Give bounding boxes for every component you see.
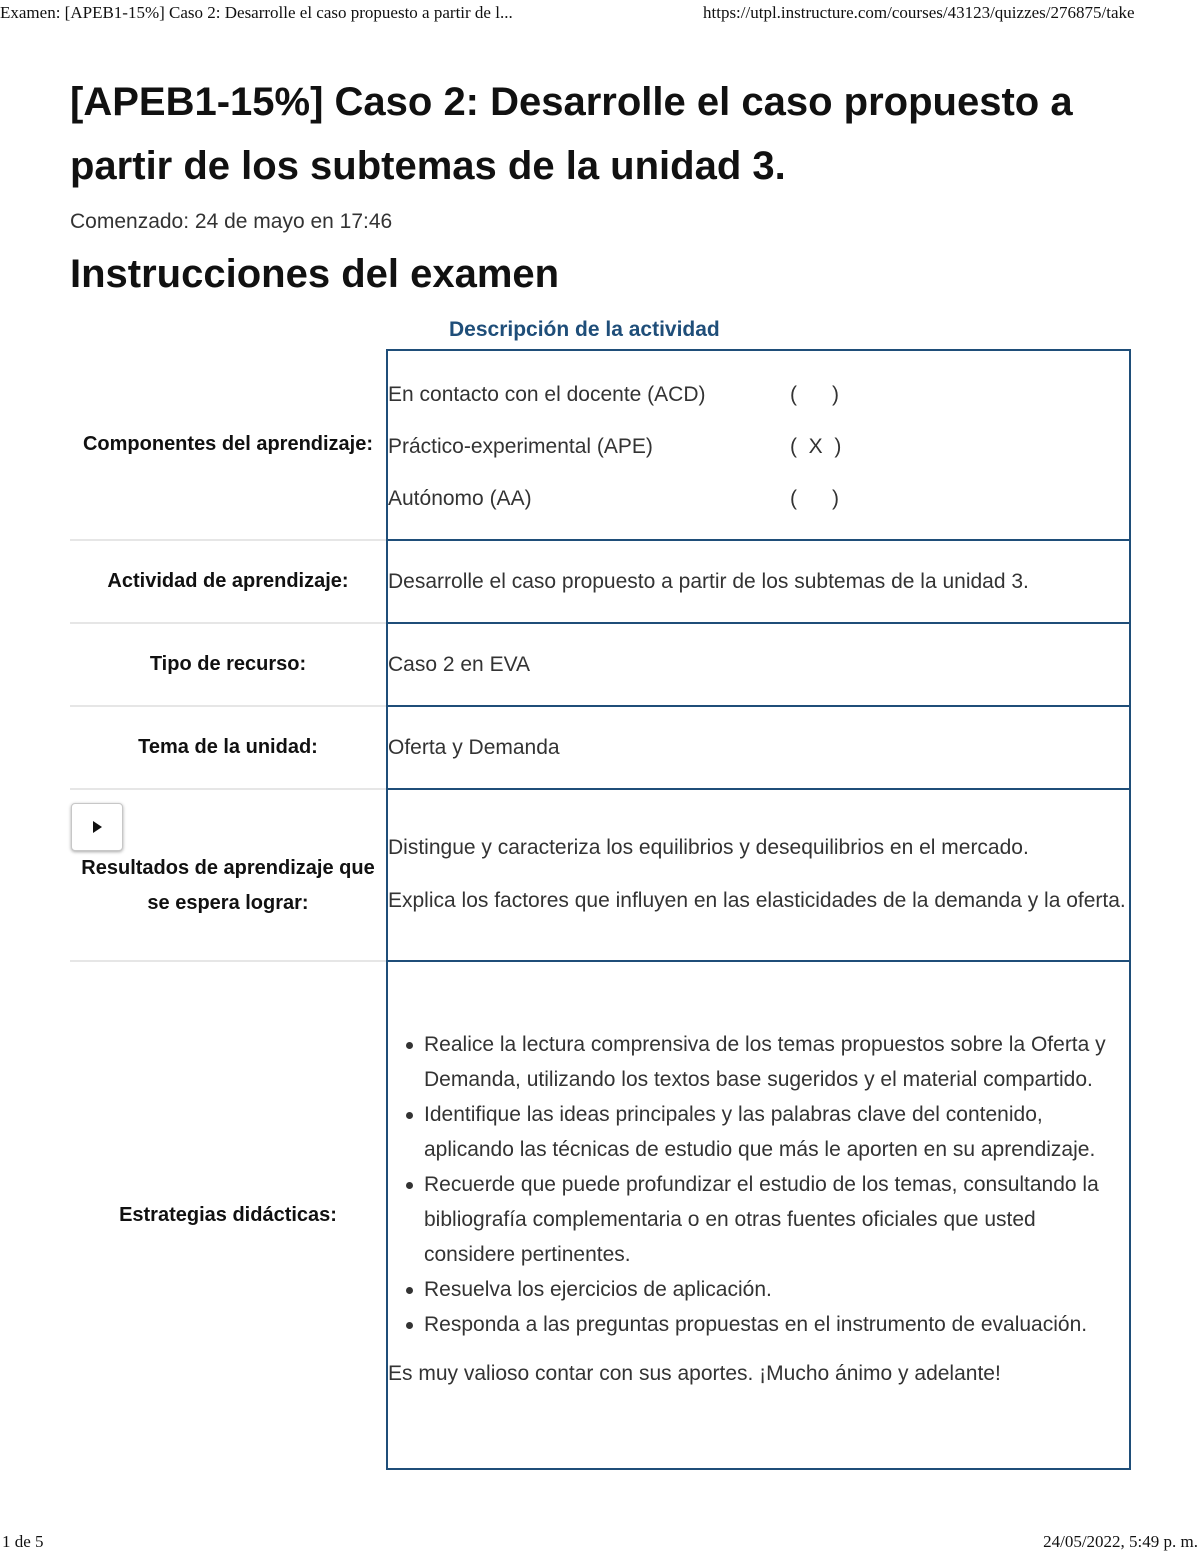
expected-result-item: Explica los factores que influyen en las elasticidades de la demanda y la oferta. — [388, 889, 1126, 912]
print-page-url: https://utpl.instructure.com/courses/43123/quizzes/276875/take — [703, 3, 1135, 22]
strategies-label: Estrategias didácticas: — [70, 961, 387, 1469]
strategies-value — [387, 961, 1130, 1469]
print-header — [0, 0, 1200, 26]
component-mark: ( ) — [790, 486, 839, 510]
quiz-title: [APEB1-15%] Caso 2: Desarrolle el caso propuesto a partir de los subtemas de la unidad 3. — [70, 80, 1073, 188]
print-page-title: Examen: [APEB1-15%] Caso 2: Desarrolle el caso propuesto a partir de l... — [0, 3, 513, 22]
component-name: Autónomo (AA) — [388, 486, 532, 510]
print-datetime: 24/05/2022, 5:49 p. m. — [1043, 1532, 1198, 1551]
component-mark: ( ) — [790, 382, 839, 406]
strategies-closing: Es muy valioso contar con sus aportes. ¡Mucho ánimo y adelante! — [388, 1362, 1001, 1385]
resource-type-value: Caso 2 en EVA — [387, 623, 1130, 706]
unit-topic-label: Tema de la unidad: — [70, 706, 387, 789]
table-row — [70, 789, 1130, 961]
components-label: Componentes del aprendizaje: — [82, 433, 374, 455]
print-footer — [0, 1530, 1200, 1553]
component-item — [388, 377, 1129, 412]
list-item: Responda a las preguntas propuestas en el instrumento de evaluación. — [424, 1307, 1129, 1342]
table-row — [70, 350, 1130, 540]
play-button[interactable] — [71, 803, 123, 851]
list-item: Realice la lectura comprensiva de los temas propuestos sobre la Oferta y Demanda, utilizando los textos base sugeridos y el material compartido. — [424, 1027, 1129, 1097]
activity-table — [70, 349, 1131, 1470]
table-row — [70, 961, 1130, 1469]
list-item: Identifique las ideas principales y las palabras clave del contenido, aplicando las técnicas de estudio que más le aporten en su aprendizaje. — [424, 1097, 1129, 1167]
component-name: Práctico-experimental (APE) — [388, 434, 653, 458]
list-item: Recuerde que puede profundizar el estudio de los temas, consultando la bibliografía complementaria o en otras fuentes oficiales que usted considere pertinentes. — [424, 1167, 1129, 1272]
component-item — [388, 429, 1129, 464]
instructions-heading: Instrucciones del examen — [70, 252, 560, 296]
unit-topic-value: Oferta y Demanda — [387, 706, 1130, 789]
list-item: Resuelva los ejercicios de aplicación. — [424, 1272, 1129, 1307]
expected-result-item: Distingue y caracteriza los equilibrios y desequilibrios en el mercado. — [388, 836, 1029, 859]
print-page-number: 1 de 5 — [2, 1532, 44, 1551]
component-item — [388, 481, 1129, 516]
table-row — [70, 623, 1130, 706]
strategies-list — [388, 1027, 1129, 1342]
expected-results-label: Resultados de aprendizaje que se espera lograr: — [70, 789, 387, 961]
resource-type-label: Tipo de recurso: — [70, 623, 387, 706]
table-row — [70, 540, 1130, 623]
component-name: En contacto con el docente (ACD) — [388, 382, 706, 406]
components-value — [387, 350, 1130, 540]
activity-description-heading: Descripción de la actividad — [449, 318, 720, 341]
play-icon — [90, 820, 104, 834]
quiz-start-time: Comenzado: 24 de mayo en 17:46 — [70, 210, 393, 233]
table-row — [70, 706, 1130, 789]
learning-activity-label: Actividad de aprendizaje: — [70, 540, 387, 623]
learning-activity-value: Desarrolle el caso propuesto a partir de los subtemas de la unidad 3. — [387, 540, 1130, 623]
expected-results-value — [387, 789, 1130, 961]
component-mark: ( X ) — [790, 434, 842, 458]
